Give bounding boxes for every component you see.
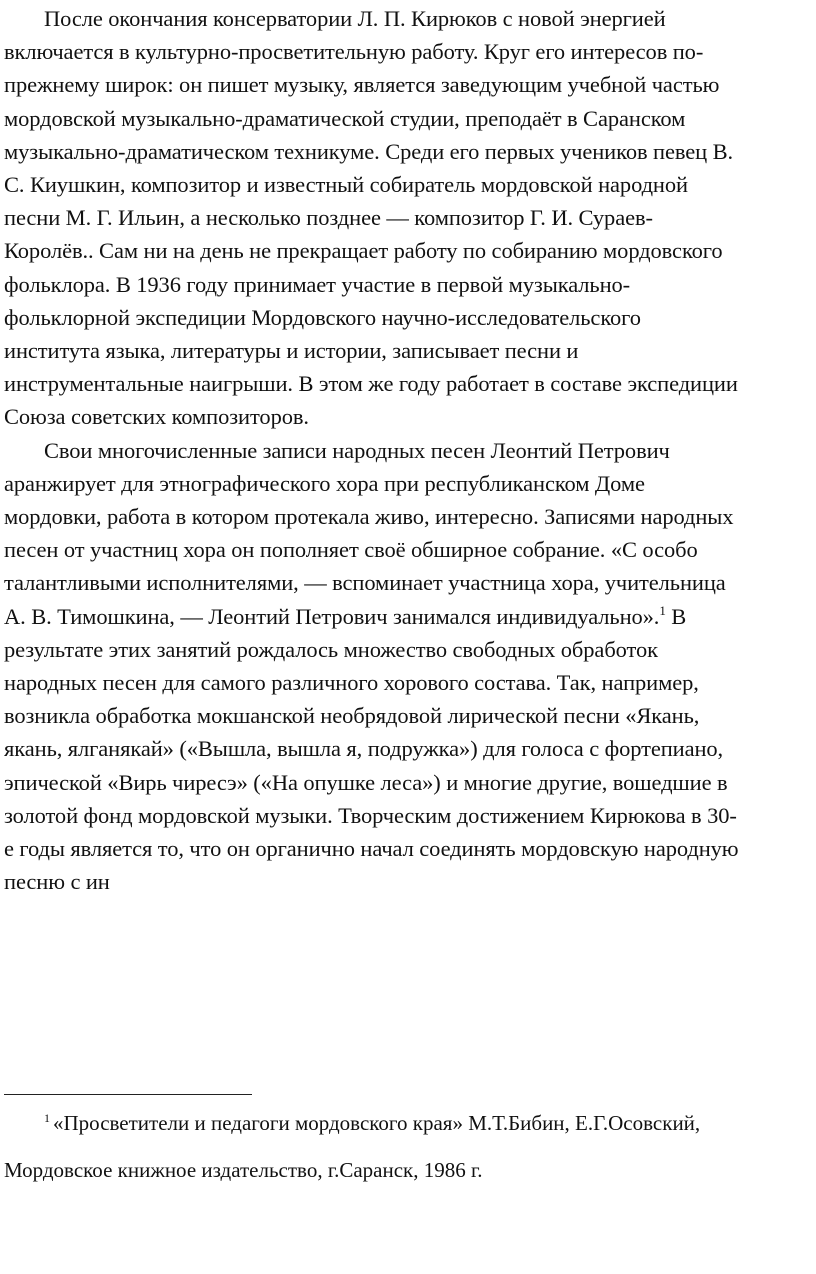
text-line: музыкально-драматическом техникуме. Среди его первых учеников певец В. — [4, 138, 734, 164]
text-line: возникла обработка мокшанской необрядовой лирической песни «Якань, — [4, 703, 700, 729]
footnote-line: Мордовское книжное издательство, г.Саранск, 1986 г. — [4, 1158, 483, 1182]
text-line: прежнему широк: он пишет музыку, является заведующим учебной частью — [4, 72, 720, 98]
text-line: мордовской музыкально-драматической студии, преподаёт в Саранском — [4, 105, 686, 131]
footnote-mark: 1 — [44, 1111, 50, 1125]
text-line: результате этих занятий рождалось множество свободных обработок — [4, 636, 658, 662]
text-line: аранжирует для этнографического хора при республиканском Доме — [4, 470, 645, 496]
text-line: Союза советских композиторов. — [4, 404, 309, 430]
text-line: песен от участниц хора он пополняет своё обширное собрание. «С особо — [4, 537, 698, 563]
text-line: инструментальные наигрыши. В этом же году работает в составе экспедиции — [4, 371, 738, 397]
text-line: золотой фонд мордовской музыки. Творческим достижением Кирюкова в 30- — [4, 802, 737, 828]
text-line: якань, ялганякай» («Вышла, вышла я, подружка») для голоса с фортепиано, — [4, 736, 724, 762]
paragraph-2 — [4, 434, 812, 899]
text-line: песни М. Г. Ильин, а несколько позднее — композитор Г. И. Сураев- — [4, 205, 653, 231]
text-line: Королёв.. Сам ни на день не прекращает работу по собиранию мордовского — [4, 238, 723, 264]
footnote — [4, 1100, 812, 1194]
footnote-separator — [4, 1094, 252, 1095]
text-line: После окончания консерватории Л. П. Кирюков с новой энергией — [44, 6, 666, 31]
text-line: фольклора. В 1936 году принимает участие в первой музыкально- — [4, 271, 631, 297]
text-line-with-footnote-ref — [4, 600, 812, 633]
text-line: песню с ин — [4, 869, 110, 895]
text-line: народных песен для самого различного хорового состава. Так, например, — [4, 670, 699, 696]
document-body — [4, 2, 812, 898]
paragraph-1 — [4, 2, 812, 434]
text-line: включается в культурно-просветительную работу. Круг его интересов по- — [4, 39, 704, 65]
text-line: мордовки, работа в котором протекала живо, интересно. Записями народных — [4, 504, 734, 530]
text-line: института языка, литературы и истории, записывает песни и — [4, 338, 579, 364]
text-line: фольклорной экспедиции Мордовского научно-исследовательского — [4, 304, 641, 330]
text-line: е годы является то, что он органично начал соединять мордовскую народную — [4, 836, 739, 862]
footnote-line — [4, 1100, 812, 1147]
footnote-text: «Просветители и педагоги мордовского края» М.Т.Бибин, Е.Г.Осовский, — [53, 1111, 701, 1135]
footnote-reference[interactable]: 1 — [659, 602, 666, 618]
text-segment: В — [665, 603, 687, 629]
text-line: Свои многочисленные записи народных песен Леонтий Петрович — [44, 437, 670, 463]
text-line: С. Киушкин, композитор и известный собиратель мордовской народной — [4, 172, 688, 198]
text-line: эпической «Вирь чиресэ» («На опушке леса») и многие другие, вошедшие в — [4, 769, 728, 795]
text-line: талантливыми исполнителями, — вспоминает участница хора, учительница — [4, 570, 726, 596]
text-segment: А. В. Тимошкина, — Леонтий Петрович занимался индивидуально». — [4, 603, 660, 629]
